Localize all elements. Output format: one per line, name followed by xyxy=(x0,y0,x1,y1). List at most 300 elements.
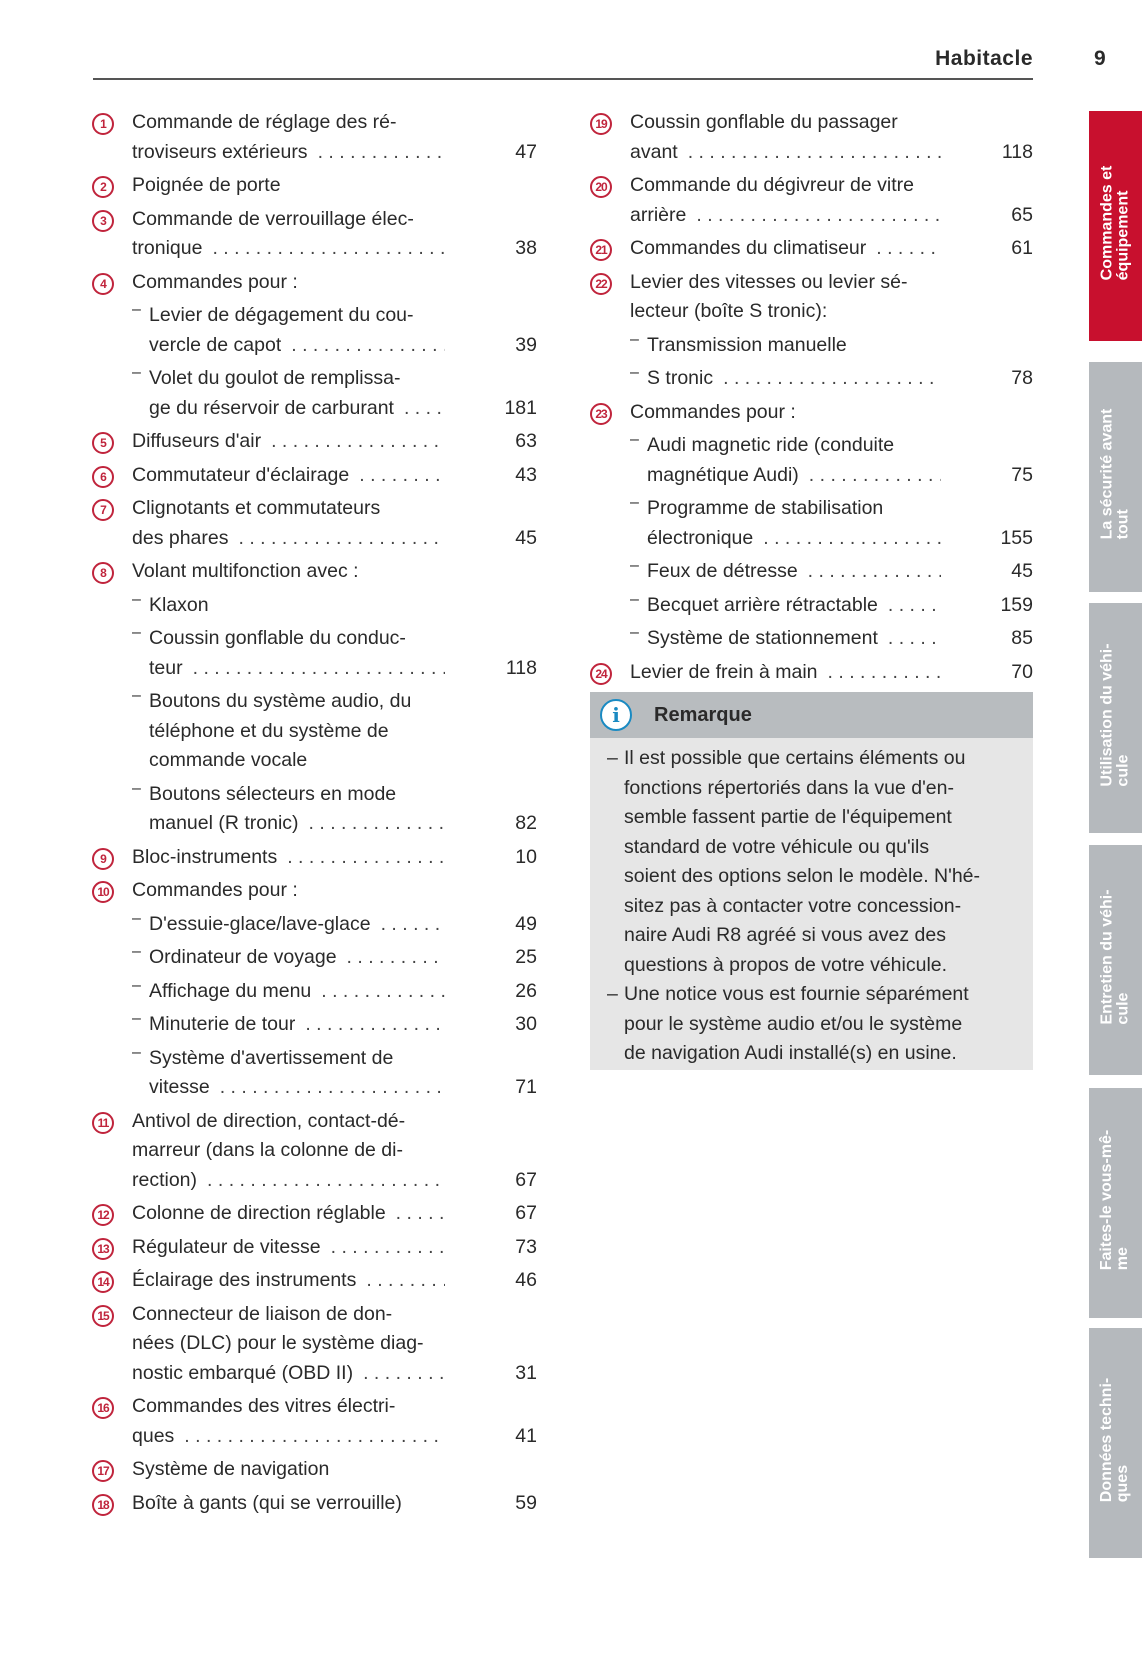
entry-line xyxy=(630,658,1033,688)
entry-line xyxy=(132,1359,537,1389)
entry-line xyxy=(647,591,1033,621)
page-reference[interactable]: 47 xyxy=(515,140,537,163)
entry-text: téléphone et du système de xyxy=(149,719,389,742)
sub-item xyxy=(132,687,537,776)
page-reference[interactable]: 67 xyxy=(515,1168,537,1191)
entry-line xyxy=(149,809,537,839)
chapter-tab-line: Faites-le vous-mê- xyxy=(1098,1129,1116,1271)
dash-bullet: – xyxy=(630,494,639,511)
callout-number-icon: 15 xyxy=(92,1305,114,1327)
remark-line: fonctions répertoriés dans la vue d'en- xyxy=(624,776,954,799)
page-reference[interactable]: 118 xyxy=(505,656,537,679)
entry-text: Levier des vitesses ou levier sé- xyxy=(630,270,908,293)
dot-leader xyxy=(798,557,941,587)
remark-body xyxy=(590,738,1033,1069)
remark-box xyxy=(590,692,1033,1070)
page-reference[interactable]: 73 xyxy=(515,1235,537,1258)
chapter-tab-label xyxy=(1100,409,1132,546)
entry-text: Transmission manuelle xyxy=(647,333,847,356)
dot-leader xyxy=(183,654,445,684)
entry-line xyxy=(132,1233,537,1263)
entry-line xyxy=(132,1422,537,1452)
entry-item xyxy=(132,876,537,906)
entry-line xyxy=(149,746,537,776)
chapter-tab-line: ques xyxy=(1114,1464,1132,1503)
sub-item xyxy=(132,1010,537,1040)
entry-text: Commandes des vitres électri- xyxy=(132,1395,396,1417)
page-reference[interactable]: 75 xyxy=(1011,463,1033,486)
entry-text: Commande de verrouillage élec- xyxy=(132,207,414,230)
entry-line xyxy=(149,780,537,810)
page-reference[interactable]: 118 xyxy=(1001,140,1033,163)
dot-leader xyxy=(197,1166,445,1196)
entry-item xyxy=(630,108,1033,167)
dot-leader xyxy=(321,1233,445,1263)
entry-item xyxy=(132,1455,537,1485)
sub-item xyxy=(132,364,537,423)
dot-leader xyxy=(295,1010,445,1040)
page-reference[interactable]: 85 xyxy=(1011,627,1033,649)
dot-leader xyxy=(299,809,445,839)
entry-text: Connecteur de liaison de don- xyxy=(132,1302,393,1325)
legend-entry xyxy=(92,876,537,1103)
entry-text: Commande du dégivreur de vitre xyxy=(630,174,914,196)
callout-number-icon: 20 xyxy=(590,176,612,198)
entry-item xyxy=(132,1233,537,1263)
dash-bullet: – xyxy=(630,330,639,348)
entry-line xyxy=(647,557,1033,587)
dot-leader xyxy=(678,138,941,168)
entry-text: Commutateur d'éclairage xyxy=(132,463,350,486)
dot-leader xyxy=(349,461,445,491)
entry-item xyxy=(132,1300,537,1389)
entry-text: Levier de dégagement du cou- xyxy=(149,304,414,326)
chapter-tab[interactable] xyxy=(1089,1088,1142,1318)
dash-bullet: – xyxy=(607,983,618,1005)
chapter-tab-label xyxy=(1100,1130,1132,1276)
entry-text: Minuterie de tour xyxy=(149,1013,296,1035)
legend-entry xyxy=(590,108,1033,167)
entry-text: teur xyxy=(149,656,183,679)
callout-number-icon: 14 xyxy=(92,1271,114,1293)
page-reference[interactable]: 71 xyxy=(515,1076,537,1098)
callout-number-icon: 13 xyxy=(92,1238,114,1260)
remark-line: soient des options selon le modèle. N'hé- xyxy=(624,865,981,887)
entry-text: Commandes pour : xyxy=(132,879,298,901)
entry-line xyxy=(630,234,1033,264)
dash-bullet: – xyxy=(132,1043,141,1061)
entry-item xyxy=(132,1489,537,1519)
header-rule xyxy=(93,78,1033,80)
dash-bullet: – xyxy=(630,557,639,574)
sub-item xyxy=(132,780,537,839)
entry-text: Boutons du système audio, du xyxy=(149,690,412,712)
page-reference[interactable]: 159 xyxy=(1000,593,1033,616)
entry-line xyxy=(132,1266,537,1296)
dot-leader xyxy=(210,1073,445,1103)
sub-item xyxy=(630,494,1033,553)
legend-entry xyxy=(92,1107,537,1196)
callout-number-icon: 19 xyxy=(590,113,612,135)
entry-line xyxy=(132,268,537,298)
entry-text: S tronic xyxy=(647,367,714,389)
callout-number-icon: 23 xyxy=(590,403,612,425)
callout-number-icon: 8 xyxy=(92,562,114,584)
callout-number-icon: 21 xyxy=(590,239,612,261)
sub-item xyxy=(132,977,537,1007)
entry-line xyxy=(132,1489,537,1519)
entry-line xyxy=(647,431,1033,461)
entry-line xyxy=(132,171,537,201)
legend-entry xyxy=(590,268,1033,394)
entry-text: ge du réservoir de carburant xyxy=(149,396,394,419)
legend-entry xyxy=(92,843,537,873)
entry-line xyxy=(149,364,537,394)
callout-number-icon: 6 xyxy=(92,466,114,488)
chapter-tab-line: tout xyxy=(1114,509,1132,540)
page-reference[interactable]: 10 xyxy=(515,845,537,868)
sub-item xyxy=(630,591,1033,621)
dot-leader xyxy=(386,1199,445,1229)
page-reference[interactable]: 82 xyxy=(515,812,537,834)
entry-item xyxy=(132,1199,537,1229)
entry-line xyxy=(647,624,1033,654)
chapter-tab-line: cule xyxy=(1114,754,1132,787)
entry-line xyxy=(149,331,537,361)
page-reference[interactable]: 45 xyxy=(515,526,537,549)
entry-line xyxy=(149,910,537,940)
callout-number-icon: 4 xyxy=(92,273,114,295)
entry-text: vitesse xyxy=(149,1076,210,1098)
section-title: Habitacle xyxy=(935,47,1033,70)
dot-leader xyxy=(202,234,445,264)
remark-bullet xyxy=(607,744,1019,980)
entry-line xyxy=(132,1300,537,1330)
entry-line xyxy=(630,201,1033,231)
entry-text: Volant multifonction avec : xyxy=(132,560,359,582)
entry-line xyxy=(630,398,1033,428)
entry-text: Colonne de direction réglable xyxy=(132,1202,386,1224)
remark-line: semble fassent partie de l'équipement xyxy=(624,806,952,828)
chapter-tab[interactable] xyxy=(1089,603,1142,833)
chapter-tab[interactable] xyxy=(1089,362,1142,592)
entry-text: commande vocale xyxy=(149,749,308,771)
chapter-tab-label xyxy=(1100,1378,1132,1508)
legend-entry xyxy=(92,1392,537,1451)
entry-text: nées (DLC) pour le système diag- xyxy=(132,1332,424,1354)
entry-line xyxy=(132,1107,537,1137)
entry-text: Coussin gonflable du conduc- xyxy=(149,627,406,649)
dash-bullet: – xyxy=(132,909,141,927)
entry-line xyxy=(149,1010,537,1040)
entry-item xyxy=(132,1392,537,1451)
page-reference[interactable]: 25 xyxy=(515,946,537,968)
dot-leader xyxy=(394,394,445,424)
sub-item xyxy=(630,431,1033,490)
dot-leader xyxy=(174,1422,445,1452)
remark-header xyxy=(590,692,1033,738)
entry-item xyxy=(630,398,1033,428)
legend-entry xyxy=(92,1489,537,1519)
entry-text: Régulateur de vitesse xyxy=(132,1235,321,1258)
remark-line: questions à propos de votre véhicule. xyxy=(624,953,948,976)
page-reference[interactable]: 70 xyxy=(1011,660,1033,683)
entry-text: Diffuseurs d'air xyxy=(132,430,262,452)
chapter-tab-line: Commandes et xyxy=(1098,165,1116,281)
entry-line xyxy=(149,624,537,654)
entry-text: Coussin gonflable du passager xyxy=(630,111,898,133)
entry-text: tronique xyxy=(132,237,203,259)
entry-text: Klaxon xyxy=(149,593,209,616)
entry-line xyxy=(149,1044,537,1074)
dot-leader xyxy=(866,234,941,264)
legend-entry xyxy=(92,494,537,553)
dot-leader xyxy=(799,461,941,491)
page-reference[interactable]: 61 xyxy=(1011,237,1033,259)
entry-text: Antivol de direction, contact-dé- xyxy=(132,1109,406,1132)
page-reference[interactable]: 49 xyxy=(515,912,537,935)
dot-leader xyxy=(686,201,941,231)
callout-number-icon: 18 xyxy=(92,1494,114,1516)
entry-line xyxy=(132,524,537,554)
callout-number-icon: 3 xyxy=(92,210,114,232)
chapter-tab[interactable] xyxy=(1089,111,1142,341)
dash-bullet: – xyxy=(630,624,639,641)
entry-item xyxy=(132,108,537,167)
entry-text: Boutons sélecteurs en mode xyxy=(149,782,397,805)
entry-text: Volet du goulot de remplissa- xyxy=(149,367,401,389)
chapter-tab-line: me xyxy=(1114,1247,1132,1271)
legend-column-right xyxy=(590,108,1033,691)
entry-item xyxy=(132,205,537,264)
entry-line xyxy=(149,717,537,747)
page-reference[interactable]: 155 xyxy=(1000,526,1033,549)
entry-text: Éclairage des instruments xyxy=(132,1269,357,1291)
dash-bullet: – xyxy=(132,301,141,318)
page-reference[interactable]: 46 xyxy=(515,1269,537,1291)
sub-item xyxy=(132,624,537,683)
legend-entry xyxy=(92,171,537,201)
entry-item xyxy=(630,268,1033,327)
entry-text: Affichage du menu xyxy=(149,979,312,1002)
legend-entry xyxy=(92,1266,537,1296)
entry-text: Clignotants et commutateurs xyxy=(132,497,381,519)
entry-line xyxy=(149,394,537,424)
sub-item xyxy=(630,331,1033,361)
dot-leader xyxy=(818,658,941,688)
entry-text: des phares xyxy=(132,526,229,549)
legend-column-left xyxy=(92,108,537,1522)
entry-line xyxy=(132,234,537,264)
entry-line xyxy=(149,1073,537,1103)
entry-text: Programme de stabilisation xyxy=(647,497,884,519)
page-reference[interactable]: 43 xyxy=(515,463,537,486)
dot-leader xyxy=(311,977,445,1007)
callout-number-icon: 11 xyxy=(92,1112,114,1134)
callout-number-icon: 22 xyxy=(590,273,612,295)
callout-number-icon: 12 xyxy=(92,1204,114,1226)
dash-bullet: – xyxy=(132,976,141,994)
entry-line xyxy=(132,494,537,524)
chapter-tab[interactable] xyxy=(1089,845,1142,1075)
sub-item xyxy=(132,910,537,940)
entry-text: Audi magnetic ride (conduite xyxy=(647,434,895,456)
legend-entry xyxy=(92,557,537,839)
entry-text: rection) xyxy=(132,1168,198,1191)
remark-line: naire Audi R8 agréé si vous avez des xyxy=(624,924,946,946)
legend-entry xyxy=(92,1199,537,1229)
entry-item xyxy=(132,843,537,873)
sub-item xyxy=(132,943,537,973)
page-reference[interactable]: 38 xyxy=(515,237,537,259)
info-icon: i xyxy=(600,699,632,731)
dash-bullet: – xyxy=(132,779,141,797)
page-reference[interactable]: 41 xyxy=(515,1424,537,1447)
callout-number-icon: 1 xyxy=(92,113,114,135)
legend-entry xyxy=(590,171,1033,230)
legend-entry xyxy=(92,1233,537,1263)
entry-line xyxy=(132,1166,537,1196)
entry-text: Système de navigation xyxy=(132,1458,330,1480)
dot-leader xyxy=(371,910,445,940)
sub-item xyxy=(630,557,1033,587)
entry-line xyxy=(647,524,1033,554)
page-reference[interactable]: 181 xyxy=(504,396,537,419)
chapter-tab[interactable] xyxy=(1089,1328,1142,1558)
entry-line xyxy=(149,943,537,973)
entry-text: Commandes du climatiseur xyxy=(630,237,867,259)
entry-text: Commandes pour : xyxy=(630,400,796,423)
entry-line xyxy=(630,138,1033,168)
entry-text: Système de stationnement xyxy=(647,627,878,649)
dot-leader xyxy=(228,524,445,554)
entry-line xyxy=(132,1199,537,1229)
dash-bullet: – xyxy=(132,943,141,960)
page-reference[interactable]: 78 xyxy=(1011,367,1033,389)
entry-text: manuel (R tronic) xyxy=(149,812,299,834)
callout-number-icon: 24 xyxy=(590,663,612,685)
legend-entry xyxy=(590,234,1033,264)
page-reference[interactable]: 26 xyxy=(515,979,537,1002)
callout-number-icon: 7 xyxy=(92,499,114,521)
entry-item xyxy=(132,268,537,298)
entry-line xyxy=(647,461,1033,491)
entry-line xyxy=(647,331,1033,361)
legend-entry xyxy=(92,268,537,424)
legend-entry xyxy=(92,1300,537,1389)
dash-bullet: – xyxy=(607,747,618,769)
entry-item xyxy=(132,461,537,491)
page-reference[interactable]: 65 xyxy=(1011,203,1033,226)
entry-line xyxy=(149,301,537,331)
remark-line: pour le système audio et/ou le système xyxy=(624,1012,963,1035)
chapter-tab-label xyxy=(1100,166,1132,287)
entry-text: Ordinateur de voyage xyxy=(149,946,337,968)
remark-line: sitez pas à contacter votre concession- xyxy=(624,894,962,917)
page-reference[interactable]: 67 xyxy=(515,1202,537,1224)
page-reference[interactable]: 63 xyxy=(515,430,537,452)
entry-text: troviseurs extérieurs xyxy=(132,140,308,163)
entry-text: électronique xyxy=(647,526,754,549)
remark-line: standard de votre véhicule ou qu'ils xyxy=(624,835,930,858)
entry-line xyxy=(132,108,537,138)
page-reference[interactable]: 39 xyxy=(515,333,537,356)
dot-leader xyxy=(878,591,941,621)
sub-item xyxy=(132,1044,537,1103)
legend-entry xyxy=(590,398,1033,654)
dot-leader xyxy=(753,524,941,554)
dash-bullet: – xyxy=(132,1010,141,1027)
page-reference[interactable]: 31 xyxy=(515,1361,537,1384)
entry-line xyxy=(132,1136,537,1166)
entry-item xyxy=(132,557,537,587)
sub-item xyxy=(630,364,1033,394)
sub-item xyxy=(630,624,1033,654)
dash-bullet: – xyxy=(132,687,141,704)
entry-line xyxy=(132,1329,537,1359)
page-reference[interactable]: 59 xyxy=(515,1491,537,1514)
dash-bullet: – xyxy=(132,364,141,381)
dot-leader xyxy=(261,427,445,457)
dot-leader xyxy=(277,843,445,873)
dot-leader xyxy=(713,364,941,394)
callout-number-icon: 5 xyxy=(92,432,114,454)
chapter-tab-label xyxy=(1100,643,1132,792)
entry-item xyxy=(630,171,1033,230)
entry-line xyxy=(132,843,537,873)
page-reference[interactable]: 30 xyxy=(515,1013,537,1035)
dash-bullet: – xyxy=(630,431,639,448)
sub-item xyxy=(132,591,537,621)
dot-leader xyxy=(878,624,941,654)
entry-line xyxy=(647,364,1033,394)
chapter-tab-label xyxy=(1100,889,1132,1030)
entry-text: avant xyxy=(630,140,678,163)
callout-number-icon: 2 xyxy=(92,176,114,198)
page-number: 9 xyxy=(1094,47,1106,70)
callout-number-icon: 17 xyxy=(92,1460,114,1482)
entry-line xyxy=(149,977,537,1007)
entry-text: Levier de frein à main xyxy=(630,660,818,683)
chapter-tab-line: cule xyxy=(1114,992,1132,1025)
chapter-tab-line: équipement xyxy=(1114,190,1132,281)
chapter-tab-line: Utilisation du véhi- xyxy=(1098,643,1116,787)
entry-line xyxy=(132,205,537,235)
legend-entry xyxy=(92,205,537,264)
entry-text: nostic embarqué (OBD II) xyxy=(132,1361,354,1384)
legend-entry xyxy=(590,658,1033,688)
page-reference[interactable]: 45 xyxy=(1011,560,1033,582)
entry-text: Boîte à gants (qui se verrouille) xyxy=(132,1491,402,1514)
entry-item xyxy=(132,1107,537,1196)
entry-item xyxy=(132,494,537,553)
callout-number-icon: 16 xyxy=(92,1397,114,1419)
entry-text: Système d'avertissement de xyxy=(149,1046,394,1069)
entry-line xyxy=(132,557,537,587)
legend-entry xyxy=(92,108,537,167)
dash-bullet: – xyxy=(630,364,639,381)
entry-item xyxy=(630,658,1033,688)
entry-item xyxy=(132,171,537,201)
entry-text: Becquet arrière rétractable xyxy=(647,593,878,616)
dot-leader xyxy=(356,1266,445,1296)
entry-line xyxy=(132,1455,537,1485)
entry-text: vercle de capot xyxy=(149,333,282,356)
entry-text: arrière xyxy=(630,203,687,226)
dot-leader xyxy=(281,331,445,361)
dot-leader xyxy=(308,138,445,168)
entry-line xyxy=(630,108,1033,138)
